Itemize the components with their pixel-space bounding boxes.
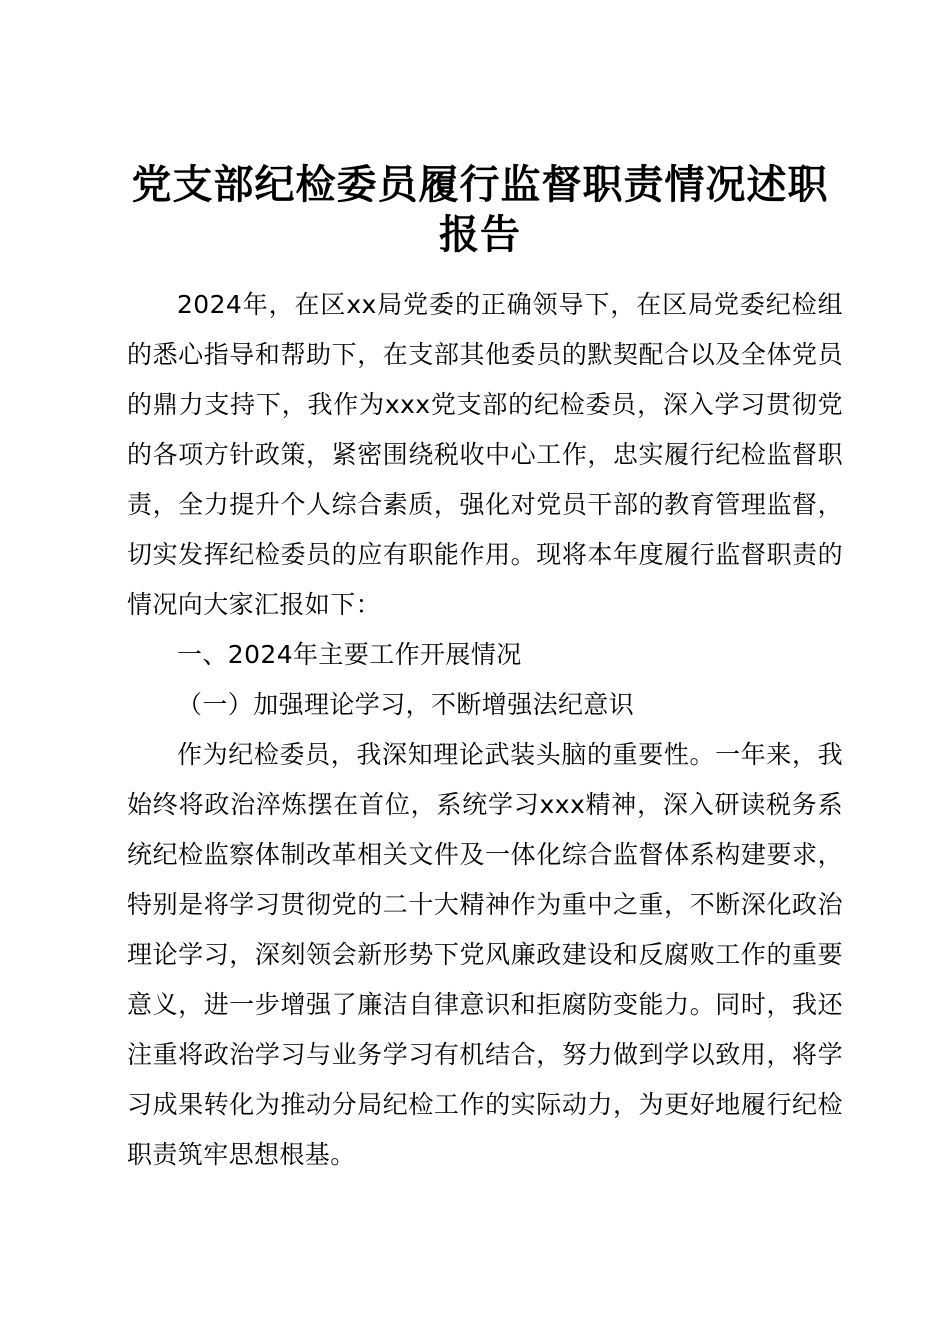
section-heading: 一、2024年主要工作开展情况: [177, 640, 522, 669]
body-paragraph: 作为纪检委员，我深知理论武装头脑的重要性。一年来，我始终将政治淬炼摆在首位，系统学习xxx精神，深入研读税务系统纪检监察体制改革相关文件及一体化综合监督体系构建要求，特别是将学习贯彻党的二十大精神作为重中之重，不断深化政治理论学习，深刻领会新形势下党风廉政建设和反腐败工作的重要意义，进一步增强了廉洁自律意识和拒腐防变能力。同时，我还注重将政治学习与业务学习有机结合，努力做到学以致用，将学习成果转化为推动分局纪检工作的实际动力，为更好地履行纪检职责筑牢思想根基。: [127, 740, 843, 1169]
subsection-heading: （一）加强理论学习，不断增强法纪意识: [177, 690, 635, 719]
intro-paragraph: 2024年，在区xx局党委的正确领导下，在区局党委纪检组的悉心指导和帮助下，在支部其他委员的默契配合以及全体党员的鼎力支持下，我作为xxx党支部的纪检委员，深入学习贯彻党的各项方针政策，紧密围绕税收中心工作，忠实履行纪检监督职责，全力提升个人综合素质，强化对党员干部的教育管理监督，切实发挥纪检委员的应有职能作用。现将本年度履行监督职责的情况向大家汇报如下：: [127, 290, 843, 619]
document-body: [127, 280, 843, 1180]
document-title: 党支部纪检委员履行监督职责情况述职报告: [131, 161, 829, 258]
